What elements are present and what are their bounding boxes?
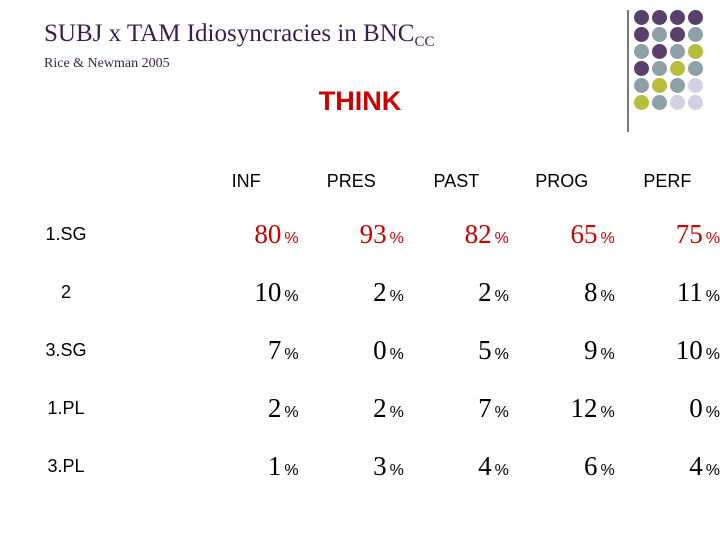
table-header-row	[36, 157, 720, 205]
value-cell	[615, 379, 720, 437]
value-cell	[194, 379, 299, 437]
decorative-dot	[652, 27, 667, 42]
percentage-table	[36, 157, 720, 495]
value-cell	[194, 205, 299, 263]
decorative-dot	[688, 27, 703, 42]
value-number: 10	[675, 334, 703, 365]
decorative-dot	[634, 61, 649, 76]
value-cell	[615, 205, 720, 263]
percent-sign: %	[389, 403, 404, 421]
table-row	[36, 205, 720, 263]
row-label: 3.PL	[47, 455, 85, 476]
row-label: 3.SG	[45, 339, 87, 360]
percent-sign: %	[494, 287, 509, 305]
percent-sign: %	[494, 461, 509, 479]
value-number: 0	[373, 334, 387, 365]
row-label-cell	[36, 263, 194, 321]
percent-sign: %	[705, 345, 720, 363]
value-number: 4	[478, 450, 492, 481]
percent-sign: %	[284, 287, 299, 305]
percent-sign: %	[705, 229, 720, 247]
table-row	[36, 263, 720, 321]
value-cell	[194, 437, 299, 495]
percent-sign: %	[284, 345, 299, 363]
value-number: 12	[570, 392, 598, 423]
column-header: INF	[231, 170, 261, 191]
decorative-dot	[670, 10, 685, 25]
value-number: 11	[676, 276, 703, 307]
row-label: 2	[60, 281, 71, 302]
value-cell	[615, 321, 720, 379]
value-cell	[299, 437, 404, 495]
slide-title	[44, 20, 434, 51]
decorative-dot	[652, 78, 667, 93]
table-row	[36, 321, 720, 379]
value-number: 6	[583, 450, 598, 481]
value-number: 2	[267, 392, 282, 423]
title-subscript: CC	[414, 34, 435, 50]
percent-sign: %	[389, 345, 404, 363]
column-header: PERF	[643, 170, 692, 191]
column-header: PRES	[326, 170, 376, 191]
value-cell	[299, 205, 404, 263]
percent-sign: %	[705, 461, 720, 479]
value-cell	[509, 379, 615, 437]
row-label-cell	[36, 437, 194, 495]
percent-sign: %	[600, 229, 615, 247]
value-cell	[404, 379, 509, 437]
decorative-dot	[634, 78, 649, 93]
decorative-dot	[670, 44, 685, 59]
percent-sign: %	[284, 229, 299, 247]
row-label: 1.SG	[45, 223, 87, 244]
row-label-cell	[36, 321, 194, 379]
value-cell	[404, 321, 509, 379]
decorative-dot	[688, 95, 703, 110]
value-cell	[194, 263, 299, 321]
percent-sign: %	[705, 287, 720, 305]
value-number: 7	[478, 392, 492, 423]
decorative-dot	[634, 27, 649, 42]
value-cell	[299, 379, 404, 437]
value-cell	[615, 437, 720, 495]
percent-sign: %	[389, 229, 404, 247]
percent-sign: %	[600, 287, 615, 305]
percent-sign: %	[389, 287, 404, 305]
percent-sign: %	[600, 345, 615, 363]
value-number: 1	[267, 450, 282, 481]
row-label-cell	[36, 205, 194, 263]
decorative-dot	[634, 44, 649, 59]
value-number: 8	[583, 276, 598, 307]
decorative-dot	[670, 27, 685, 42]
column-header: PROG	[535, 170, 589, 191]
decorative-divider	[627, 10, 629, 132]
title-text: SUBJ x TAM Idiosyncracies in BNC	[44, 20, 415, 47]
value-cell	[615, 263, 720, 321]
decorative-dot	[634, 95, 649, 110]
percent-sign: %	[284, 403, 299, 421]
value-cell	[299, 321, 404, 379]
value-number: 2	[478, 276, 492, 307]
decorative-dot	[688, 10, 703, 25]
percent-sign: %	[389, 461, 404, 479]
row-label-cell	[36, 379, 194, 437]
value-cell	[509, 321, 615, 379]
column-header: PAST	[433, 170, 480, 191]
value-number: 5	[478, 334, 492, 365]
decorative-dot	[688, 61, 703, 76]
value-cell	[299, 263, 404, 321]
decorative-dot	[688, 44, 703, 59]
table-row	[36, 437, 720, 495]
decorative-dot	[670, 78, 685, 93]
value-number: 80	[254, 218, 282, 249]
value-cell	[509, 437, 615, 495]
value-number: 9	[583, 334, 598, 365]
value-number: 93	[359, 218, 387, 249]
value-number: 65	[570, 218, 598, 249]
value-number: 3	[373, 450, 387, 481]
value-number: 4	[689, 450, 703, 481]
value-cell	[509, 263, 615, 321]
table-row	[36, 379, 720, 437]
table-corner-cell	[36, 157, 194, 205]
decorative-dot	[670, 95, 685, 110]
value-cell	[509, 205, 615, 263]
value-number: 75	[675, 218, 703, 249]
row-label: 1.PL	[47, 397, 85, 418]
value-number: 7	[267, 334, 282, 365]
value-number: 82	[464, 218, 492, 249]
value-number: 0	[689, 392, 703, 423]
value-cell	[404, 263, 509, 321]
value-cell	[194, 321, 299, 379]
value-cell	[404, 205, 509, 263]
decorative-dot	[652, 10, 667, 25]
percent-sign: %	[494, 345, 509, 363]
verb-heading: THINK	[318, 86, 402, 116]
decorative-dot	[652, 95, 667, 110]
value-number: 10	[254, 276, 282, 307]
percent-sign: %	[494, 403, 509, 421]
value-number: 2	[373, 276, 387, 307]
percent-sign: %	[600, 461, 615, 479]
percent-sign: %	[600, 403, 615, 421]
slide-subtitle: Rice & Newman 2005	[44, 56, 170, 71]
value-cell	[404, 437, 509, 495]
percent-sign: %	[494, 229, 509, 247]
decorative-dot	[670, 61, 685, 76]
decorative-dot	[652, 44, 667, 59]
percent-sign: %	[705, 403, 720, 421]
decorative-dot	[652, 61, 667, 76]
value-number: 2	[373, 392, 387, 423]
decorative-dot	[688, 78, 703, 93]
decorative-dot-grid	[634, 10, 714, 112]
percent-sign: %	[284, 461, 299, 479]
decorative-dot	[634, 10, 649, 25]
